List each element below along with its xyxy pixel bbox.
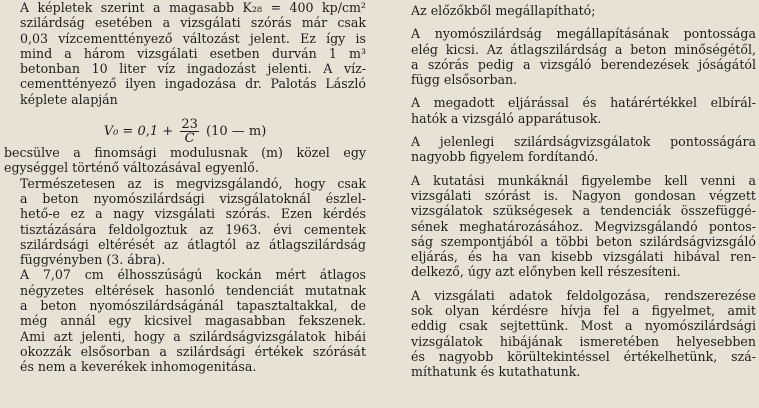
paragraph-1 — [4, 0, 366, 107]
formula — [4, 109, 366, 147]
text-line: nagyobb figyelem fordítandó. — [411, 149, 599, 165]
text-line: szilárdság esetében a vizsgálati szórás már csak — [20, 15, 366, 31]
paragraph-6 — [395, 288, 756, 380]
text-line: függvényben (3. ábra). — [20, 252, 166, 268]
paragraph-4 — [395, 134, 756, 165]
text-line: A képletek szerint a magasabb K₂₈ = 400 kp/cm² — [20, 0, 366, 15]
text-line: cementtényező ilyen ingadozása dr. Palotás László — [20, 76, 366, 92]
text-line: elég kicsi. Az átlagszilárdság a beton minőségétől, — [411, 41, 756, 57]
text-line: A vizsgálati adatok feldolgozása, rendszerezése — [411, 287, 756, 303]
paragraph-2 — [395, 26, 756, 87]
text-line: a szórás pedig a vizsgáló berendezések jóságától — [411, 56, 756, 72]
text-line: A megadott eljárással és határértékkel elbírál- — [411, 95, 756, 111]
text-line: képlete alapján — [20, 91, 118, 107]
formula-denominator: C — [184, 131, 195, 147]
paragraph-5 — [395, 173, 756, 280]
paragraph-3 — [395, 95, 756, 126]
text-line: a beton nyomószilárdságánál tapasztaltakkal, de — [20, 298, 366, 314]
paragraph-4 — [4, 267, 366, 374]
text-line: a beton nyomószilárdsági vizsgálatoknál észlel- — [20, 190, 366, 206]
formula-rhs: (10 — m) — [206, 124, 267, 140]
text-line: míthatunk és kutathatunk. — [411, 364, 581, 380]
text-line: szilárdsági eltérését az átlagtól az átlagszilárdság — [20, 236, 366, 252]
text-line: sének meghatározásához. Megvizsgálandó pontos- — [411, 218, 756, 234]
text-line: Természetesen az is megvizsgálandó, hogy csak — [20, 175, 366, 191]
paragraph-3 — [4, 176, 366, 268]
text-line: A nyomószilárdság megállapításának pontossága — [411, 26, 756, 42]
text-line: 0,03 vízcementtényező változást jelent. Ez így is — [20, 30, 366, 46]
paragraph-1 — [395, 3, 756, 18]
text-line: egységgel történő változásával egyenlő. — [4, 160, 259, 176]
text-line: sok olyan kérdésre hívja fel a figyelmet, amit — [411, 303, 756, 319]
paragraph-2 — [4, 145, 366, 176]
text-line: vizsgálati szórást is. Nagyon gondosan végzett — [411, 187, 756, 203]
text-line: hető-e ez a nagy vizsgálati szórás. Ezen kérdés — [20, 206, 366, 222]
text-line: vizsgálatok szükségesek a tendenciák összefüggé- — [411, 203, 756, 219]
text-line: mind a három vizsgálati esetben durván 1 m³ — [20, 45, 366, 61]
text-line: még annál egy kicsivel magasabban fekszenek. — [20, 313, 366, 329]
text-line: és nagyobb körültekintéssel értékelhetünk, szá- — [411, 348, 756, 364]
formula-numerator: 23 — [181, 117, 198, 133]
text-line: és nem a keverékek inhomogenitása. — [20, 359, 257, 375]
text-line: Az előzőkből megállapítható; — [411, 3, 596, 18]
text-line: A jelenlegi szilárdságvizsgálatok pontosságára — [411, 134, 756, 150]
text-line: hatók a vizsgáló apparátusok. — [411, 110, 602, 126]
formula-fraction — [180, 118, 199, 145]
left-column — [4, 0, 366, 375]
text-line: eljárás, és ha van kisebb vizsgálati hibával ren- — [411, 249, 756, 265]
right-column — [395, 0, 756, 380]
text-line: tisztázására feldolgoztuk az 1963. évi cementek — [20, 221, 366, 237]
text-line: becsülve a finomsági modulusnak (m) közel egy — [4, 145, 366, 161]
text-line: eddig csak sejtettünk. Most a nyomószilárdsági — [411, 318, 756, 334]
text-line: A 7,07 cm élhosszúságú kockán mért átlagos — [20, 267, 366, 283]
text-line: betonban 10 liter víz ingadozást jelenti. A víz- — [20, 61, 366, 77]
formula-lhs: V₀ = 0,1 + — [103, 124, 174, 140]
text-line: A kutatási munkáknál figyelembe kell venni a — [411, 172, 756, 188]
text-line: négyzetes eltérések hasonló tendenciát mutatnak — [20, 282, 366, 298]
text-line: vizsgálatok hibájának ismeretében helyesebben — [411, 333, 756, 349]
text-line: okozzák elsősorban a szilárdsági értékek szórását — [20, 343, 366, 359]
text-line: Ami azt jelenti, hogy a szilárdságvizsgálatok hibái — [20, 328, 366, 344]
text-line: ság szempontjából a többi beton szilárdságvizsgáló — [411, 233, 756, 249]
text-line: delkező, úgy azt előnyben kell részesíteni. — [411, 264, 681, 280]
text-line: függ elsősorban. — [411, 72, 518, 88]
